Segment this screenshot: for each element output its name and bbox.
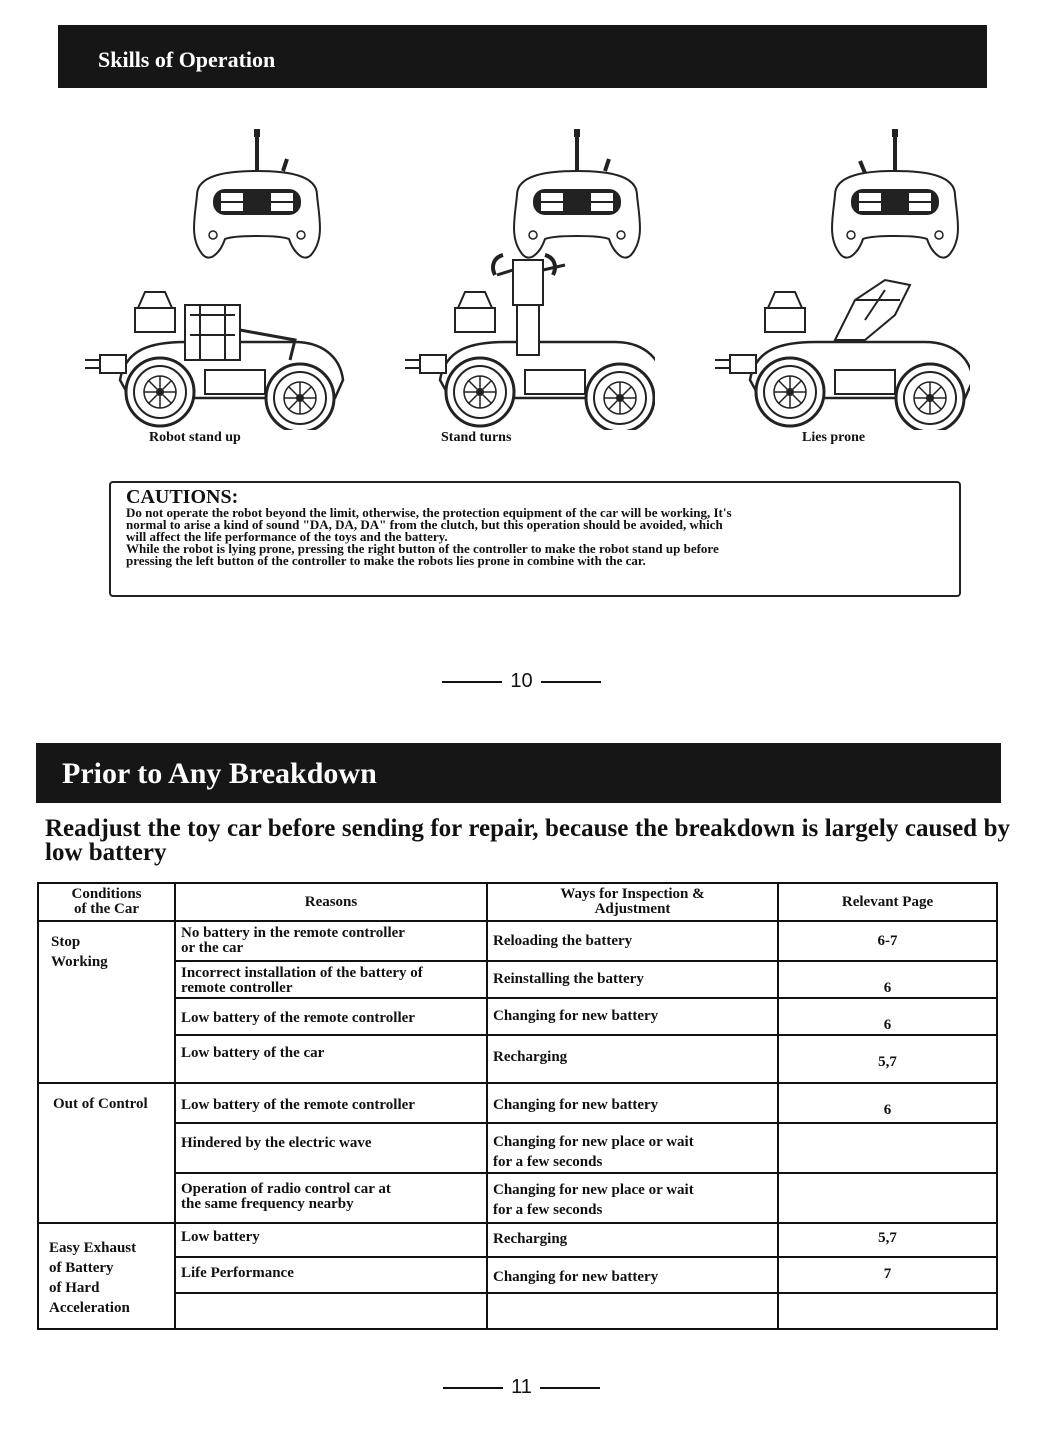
header-conditions: Conditions of the Car	[38, 883, 175, 921]
reason-cell: Operation of radio control car at the same frequency nearby	[175, 1173, 487, 1223]
page-cell: 6	[778, 998, 997, 1035]
illustration-robot-stand-up	[85, 125, 345, 430]
section-banner-skills	[58, 25, 987, 88]
reason-cell: Low battery of the remote controller	[175, 998, 487, 1035]
table-header-row	[38, 883, 997, 921]
robot-car-icon	[405, 260, 655, 430]
page-cell: 7	[778, 1257, 997, 1293]
banner-title: Skills of Operation	[98, 47, 276, 72]
illustration-stand-turns	[395, 125, 655, 430]
table-row	[38, 961, 997, 998]
table-row	[38, 1083, 997, 1123]
way-cell: Reloading the battery	[487, 921, 778, 961]
way-cell: Recharging	[487, 1035, 778, 1083]
way-cell: Changing for new battery	[487, 998, 778, 1035]
reason-cell: No battery in the remote controller or the car	[175, 921, 487, 961]
table-row	[38, 1123, 997, 1173]
page-number-text: 11	[511, 1376, 532, 1398]
page-cell: 6	[778, 1083, 997, 1123]
page-number-11	[0, 1376, 1043, 1399]
cautions-line: While the robot is lying prone, pressing the right button of the controller to make the robot stand up before	[126, 541, 719, 556]
cautions-line: normal to arise a kind of sound "DA, DA, DA" from the clutch, but this operation should be avoided, which	[126, 517, 723, 532]
reason-cell: Incorrect installation of the battery of remote controller	[175, 961, 487, 998]
table-row	[38, 1223, 997, 1257]
empty-cell	[175, 1293, 487, 1329]
condition-stop-working: Stop Working	[38, 921, 175, 1083]
controller-icon	[194, 129, 320, 258]
table-row	[38, 1257, 997, 1293]
robot-car-icon	[85, 292, 343, 430]
section-banner-breakdown	[36, 743, 1001, 803]
intro-text: Readjust the toy car before sending for repair, because the breakdown is largely caused by low battery	[45, 815, 1010, 866]
way-cell: Changing for new battery	[487, 1257, 778, 1293]
condition-out-of-control: Out of Control	[38, 1083, 175, 1223]
press-indicator-icon	[283, 159, 287, 171]
empty-cell	[778, 1293, 997, 1329]
table-row	[38, 998, 997, 1035]
page-cell	[778, 1123, 997, 1173]
page-cell	[778, 1173, 997, 1223]
controller-icon	[832, 129, 958, 258]
reason-cell: Hindered by the electric wave	[175, 1123, 487, 1173]
condition-easy-exhaust: Easy Exhaust of Battery of Hard Acceleration	[38, 1223, 175, 1329]
page-cell: 5,7	[778, 1035, 997, 1083]
reason-cell: Low battery of the remote controller	[175, 1083, 487, 1123]
way-cell: Changing for new place or wait for a few seconds	[487, 1173, 778, 1223]
way-cell: Changing for new battery	[487, 1083, 778, 1123]
caption-robot-stand-up: Robot stand up	[149, 430, 241, 445]
way-cell: Reinstalling the battery	[487, 961, 778, 998]
way-cell: Recharging	[487, 1223, 778, 1257]
table-row	[38, 1035, 997, 1083]
cautions-line: Do not operate the robot beyond the limit, otherwise, the protection equipment of the car will be working, It's	[126, 505, 732, 520]
press-indicator-icon	[860, 161, 865, 173]
cautions-title: CAUTIONS:	[126, 486, 239, 508]
header-page: Relevant Page	[778, 883, 997, 921]
page-number-text: 10	[510, 670, 533, 692]
page-cell: 6	[778, 961, 997, 998]
page-cell: 6-7	[778, 921, 997, 961]
banner-title: Prior to Any Breakdown	[62, 757, 377, 790]
header-ways: Ways for Inspection & Adjustment	[487, 883, 778, 921]
way-cell: Changing for new place or wait for a few seconds	[487, 1123, 778, 1173]
cautions-line: will affect the life performance of the toys and the battery.	[126, 529, 448, 544]
caption-stand-turns: Stand turns	[441, 430, 512, 445]
caption-lies-prone: Lies prone	[802, 430, 866, 445]
cautions-line: pressing the left button of the controller to make the robots lies prone in combine with the car.	[126, 553, 646, 568]
page-number-10	[0, 670, 1043, 693]
table-row-empty	[38, 1293, 997, 1329]
empty-cell	[487, 1293, 778, 1329]
troubleshooting-table	[37, 882, 998, 1330]
robot-car-icon	[715, 280, 970, 430]
reason-cell: Low battery	[175, 1223, 487, 1257]
table-row	[38, 921, 997, 961]
reason-cell: Life Performance	[175, 1257, 487, 1293]
illustration-lies-prone	[705, 125, 970, 430]
header-reasons: Reasons	[175, 883, 487, 921]
cautions-box	[109, 481, 961, 597]
page-cell: 5,7	[778, 1223, 997, 1257]
controller-icon	[514, 129, 640, 258]
table-row	[38, 1173, 997, 1223]
press-indicator-icon	[605, 159, 609, 171]
reason-cell: Low battery of the car	[175, 1035, 487, 1083]
